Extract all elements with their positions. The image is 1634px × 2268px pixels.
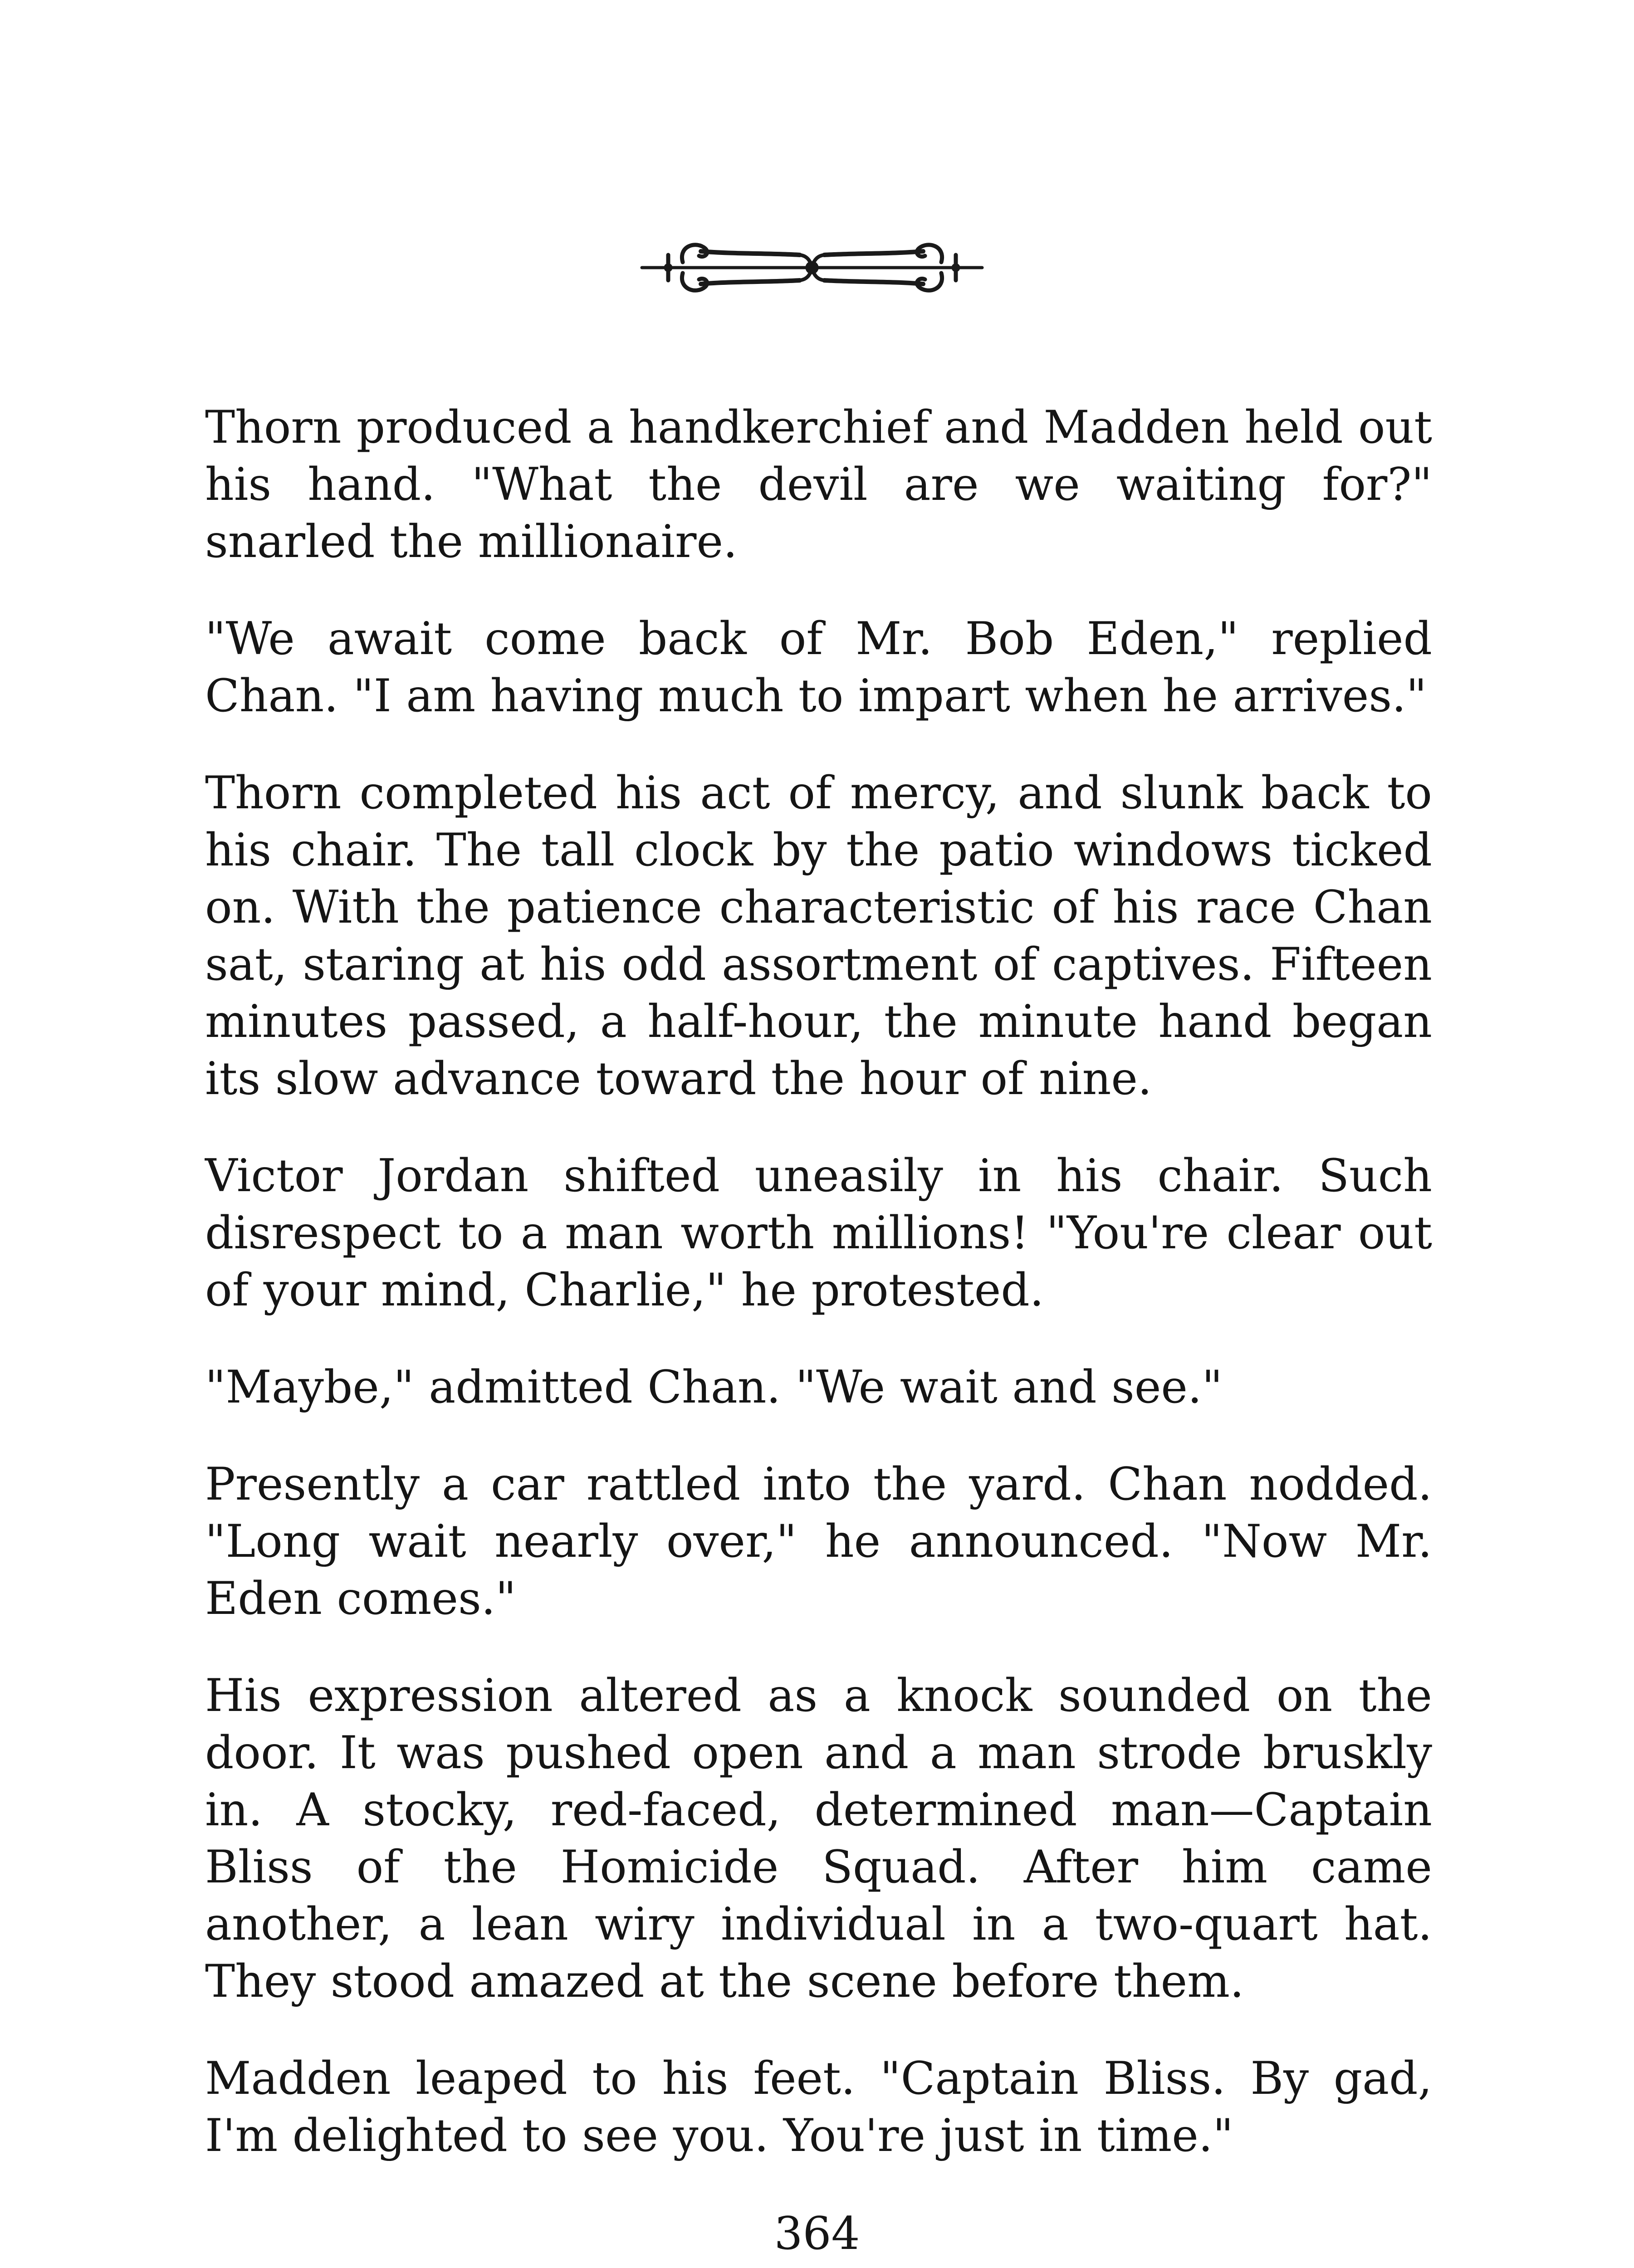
page-number: 364 — [774, 2208, 860, 2260]
paragraph-4: Victor Jordan shifted uneasily in his chair. Such disrespect to a man worth millions! "You're clear out of your mind, Charlie," he protested. — [205, 1150, 1432, 1316]
paragraph-5: "Maybe," admitted Chan. "We wait and see." — [205, 1361, 1223, 1413]
paragraph-8: Madden leaped to his feet. "Captain Bliss. By gad, I'm delighted to see you. You're just in time." — [205, 2053, 1432, 2162]
paragraph-1: Thorn produced a handkerchief and Madden held out his hand. "What the devil are we waiting for?" snarled the millionaire. — [205, 401, 1432, 568]
paragraph-7: His expression altered as a knock sounded on the door. It was pushed open and a man strode bruskly in. A stocky, red-faced, determined man—Captain Bliss of the Homicide Squad. After him came another, a lean wiry individual in a two-quart hat. They stood amazed at the scene before them. — [205, 1670, 1432, 2008]
page-body — [205, 399, 1432, 2204]
paragraph-6: Presently a car rattled into the yard. Chan nodded. "Long wait nearly over," he announced. "Now Mr. Eden comes." — [205, 1458, 1432, 1625]
paragraph-2: "We await come back of Mr. Bob Eden," replied Chan. "I am having much to impart when he arrives." — [205, 613, 1432, 722]
scroll-divider-ornament-icon — [633, 227, 991, 308]
paragraph-3: Thorn completed his act of mercy, and slunk back to his chair. The tall clock by the patio windows ticked on. With the patience characteristic of his race Chan sat, staring at his odd assortment of captives. Fifteen minutes passed, a half-hour, the minute hand began its slow advance toward the hour of nine. — [205, 767, 1432, 1105]
